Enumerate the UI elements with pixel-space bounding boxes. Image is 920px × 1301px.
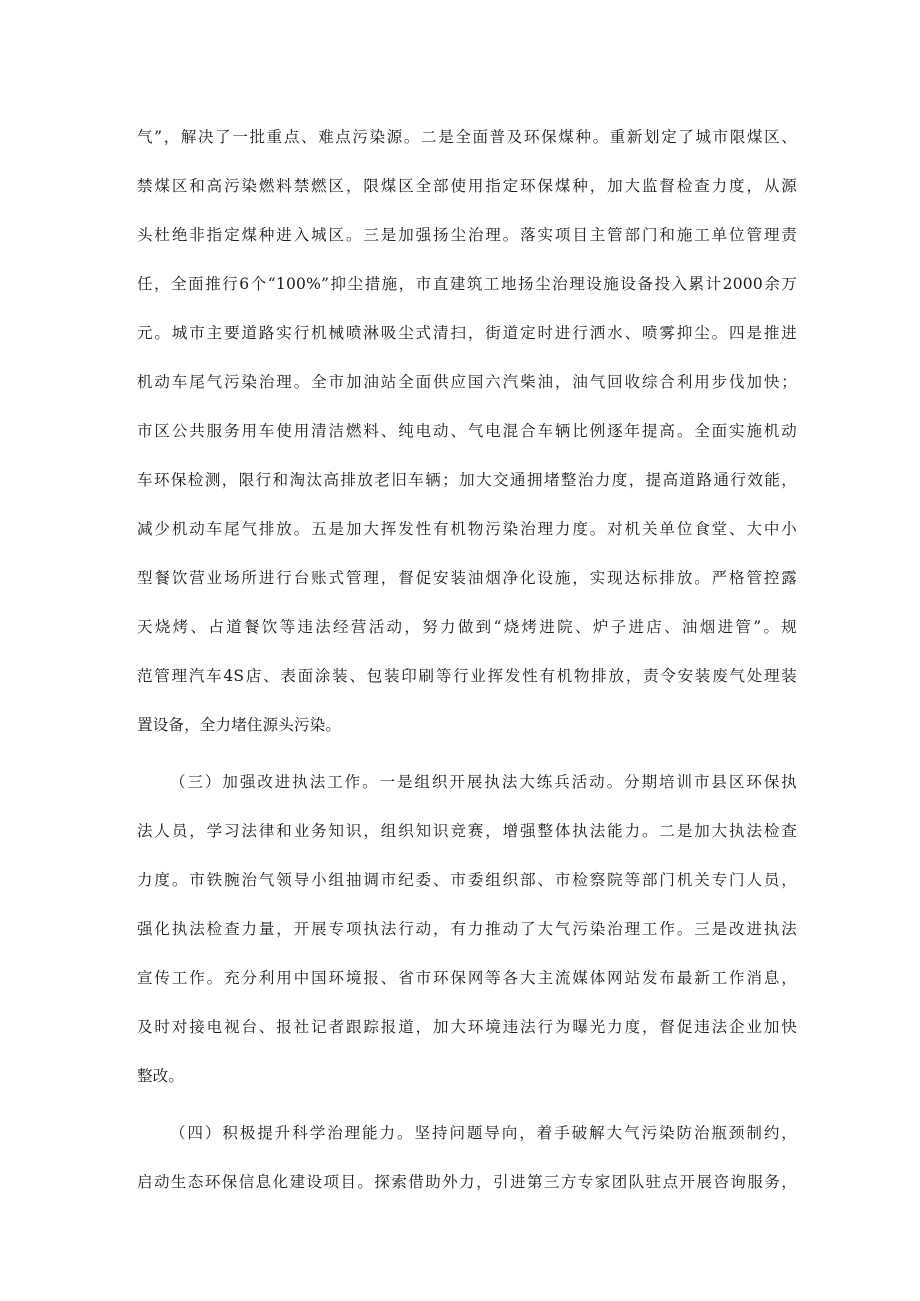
paragraph-2-line-5: 宣传工作。充分利用中国环境报、省市环保网等各大主流媒体网站发布最新工作消息， — [137, 969, 797, 987]
paragraph-1-line-10: 型餐饮营业场所进行台账式管理，督促安装油烟净化设施，实现达标排放。严格管控露 — [137, 569, 797, 587]
paragraph-2-line-7: 整改。 — [137, 1067, 185, 1085]
paragraph-1-line-8: 车环保检测，限行和淘汰高排放老旧车辆；加大交通拥堵整治力度，提高道路通行效能， — [137, 471, 797, 489]
paragraph-1-line-4: 任，全面推行6个“100%”抑尘措施，市直建筑工地扬尘治理设施设备投入累计2000余万 — [137, 275, 797, 293]
paragraph-1-line-3: 头杜绝非指定煤种进入城区。三是加强扬尘治理。落实项目主管部门和施工单位管理责 — [137, 226, 797, 244]
paragraph-1-line-6: 机动车尾气污染治理。全市加油站全面供应国六汽柴油，油气回收综合利用步伐加快； — [137, 373, 797, 391]
paragraph-2-line-3: 力度。市铁腕治气领导小组抽调市纪委、市委组织部、市检察院等部门机关专门人员， — [137, 871, 797, 889]
paragraph-1-line-1: 气”，解决了一批重点、难点污染源。二是全面普及环保煤种。重新划定了城市限煤区、 — [137, 128, 797, 146]
paragraph-1-line-11: 天烧烤、占道餐饮等违法经营活动，努力做到“烧烤进院、炉子进店、油烟进管”。规 — [137, 618, 797, 636]
paragraph-1-line-9: 减少机动车尾气排放。五是加大挥发性有机物污染治理力度。对机关单位食堂、大中小 — [137, 520, 797, 538]
paragraph-1-line-7: 市区公共服务用车使用清洁燃料、纯电动、气电混合车辆比例逐年提高。全面实施机动 — [137, 422, 797, 440]
paragraph-2-line-1: （三）加强改进执法工作。一是组织开展执法大练兵活动。分期培训市县区环保执 — [170, 773, 797, 791]
paragraph-2-line-4: 强化执法检查力量，开展专项执法行动，有力推动了大气污染治理工作。三是改进执法 — [137, 920, 797, 938]
paragraph-3-line-1: （四）积极提升科学治理能力。坚持问题导向，着手破解大气污染防治瓶颈制约， — [170, 1124, 797, 1142]
paragraph-1-line-2: 禁煤区和高污染燃料禁燃区，限煤区全部使用指定环保煤种，加大监督检查力度，从源 — [137, 177, 797, 195]
paragraph-2-line-2: 法人员，学习法律和业务知识，组织知识竞赛，增强整体执法能力。二是加大执法检查 — [137, 822, 797, 840]
paragraph-1-line-13: 置设备，全力堵住源头污染。 — [137, 716, 342, 734]
paragraph-1-line-12: 范管理汽车4S店、表面涂装、包装印刷等行业挥发性有机物排放，责令安装废气处理装 — [137, 667, 797, 685]
paragraph-1-line-5: 元。城市主要道路实行机械喷淋吸尘式清扫，街道定时进行洒水、喷雾抑尘。四是推进 — [137, 324, 797, 342]
paragraph-3-line-2: 启动生态环保信息化建设项目。探索借助外力，引进第三方专家团队驻点开展咨询服务， — [137, 1173, 797, 1191]
paragraph-2-line-6: 及时对接电视台、报社记者跟踪报道，加大环境违法行为曝光力度，督促违法企业加快 — [137, 1018, 797, 1036]
